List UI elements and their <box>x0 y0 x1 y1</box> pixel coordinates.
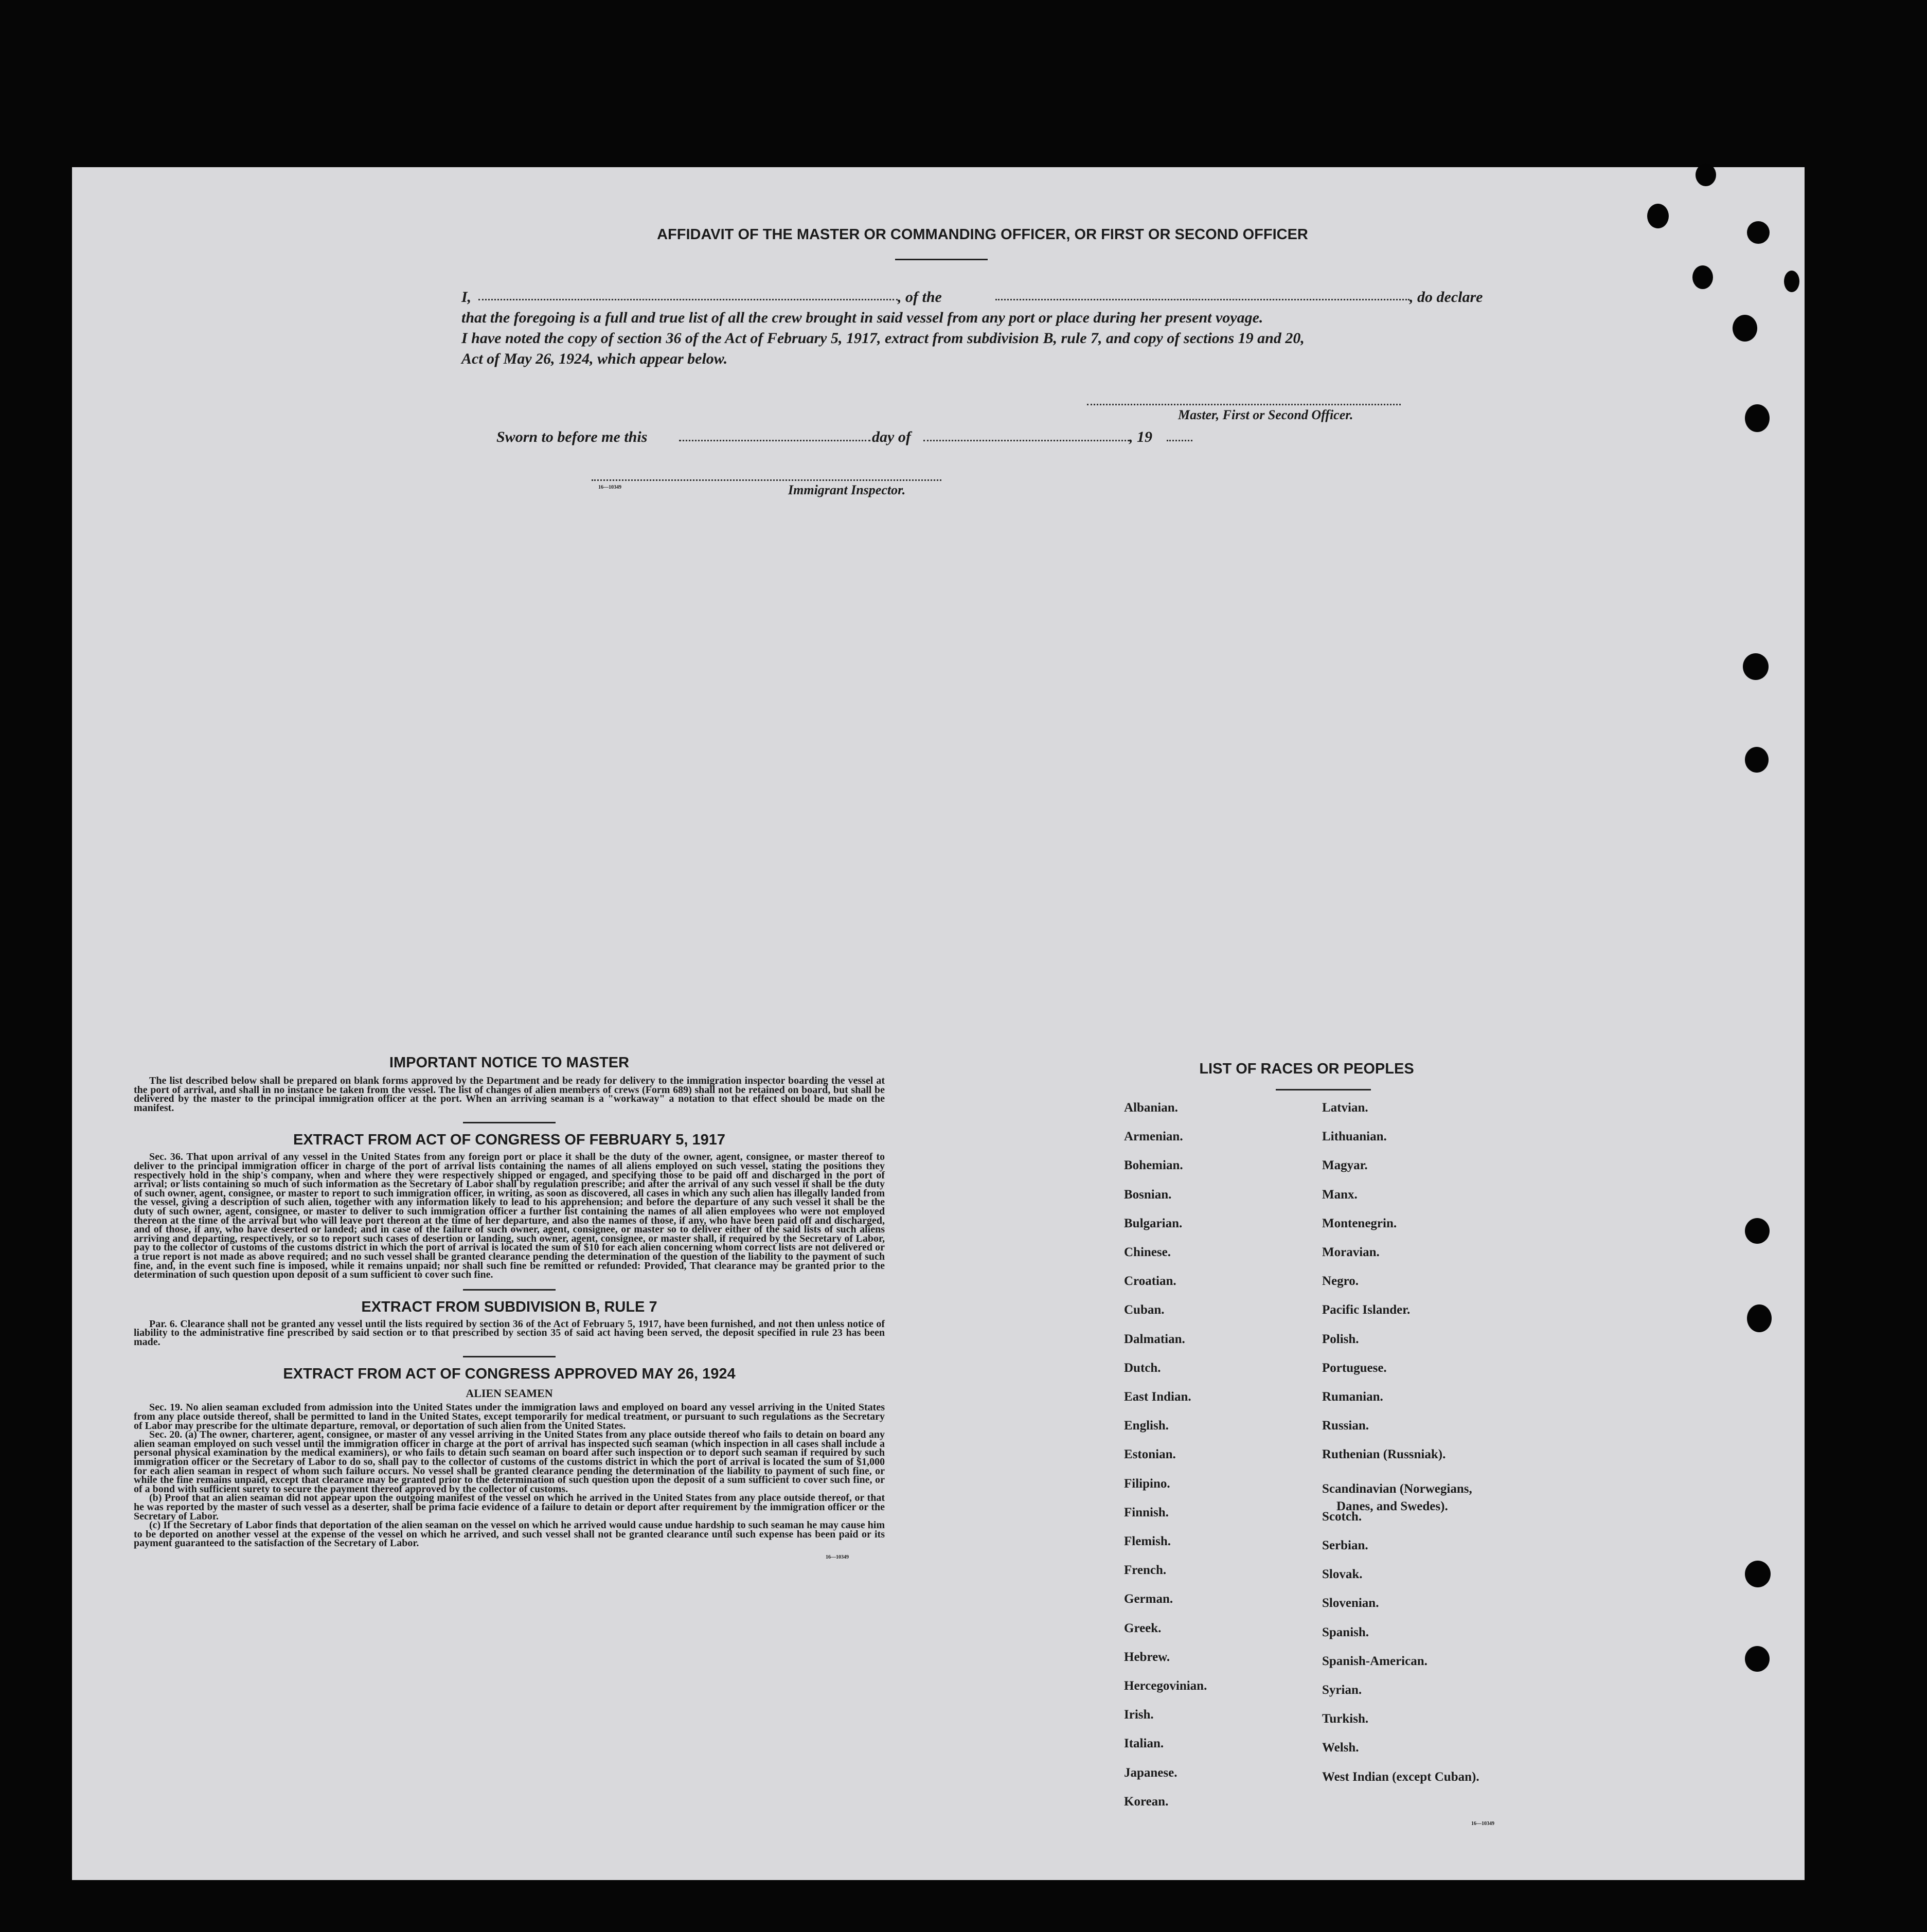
race-item: Korean. <box>1124 1794 1169 1809</box>
sworn-text-a: Sworn to before me this <box>496 428 648 445</box>
race-item: East Indian. <box>1124 1390 1191 1404</box>
races-form-number: 16—10349 <box>1471 1821 1494 1827</box>
race-item: Italian. <box>1124 1737 1164 1751</box>
affidavit-line1-a: I, <box>461 289 472 306</box>
sec-20b-text: (b) Proof that an alien seaman did not appear upon the outgoing manifest of the vessel on which he arrived in the United States from any place outside thereof, or that he was reported by the master of such vessel as a deserter, shall be prima facie evidence of a failure to detain or deport after requirement by the immigration officer or the Secretary of Labor. <box>134 1492 885 1522</box>
extract-form-number: 16—10349 <box>826 1554 849 1560</box>
name-blank <box>478 299 898 300</box>
races-title: LIST OF RACES OR PEOPLES <box>1199 1061 1414 1077</box>
race-item: Rumanian. <box>1322 1390 1383 1404</box>
race-item: French. <box>1124 1563 1167 1578</box>
master-label: Master, First or Second Officer. <box>1178 407 1353 422</box>
extract-1917-text: Sec. 36. That upon arrival of any vessel in the United States from any foreign port or place it shall be the duty of the owner, agent, consignee, or master thereof to deliver to the principal immigration officer in charge of the port of arrival lists containing the names of all aliens employed on such vessel, stating the positions they respectively hold in the ship's company, when and where they were respectively shipped or engaged, and specifying those to be paid off and discharged in the port of arrival; or lists containing so much of such information as the Secretary of Labor shall by regulation prescribe; and after the arrival of any such vessel it shall be the duty of such owner, agent, consignee, or master to report to such immigration officer, in writing, as soon as discovered, all cases in which any such alien has illegally landed from the vessel, giving a description of such alien, together with any information likely to lead to his apprehension; and before the departure of any such vessel it shall be the duty of such owner, agent, consignee, or master to deliver to such immigration officer a further list containing the names of all alien employees who were not employed thereon at the time of the arrival but who will leave port thereon at the time of her departure, and also the names of those, if any, who have been paid off and discharged, and of those, if any, who have deserted or landed; and in case of the failure of such owner, agent, consignee, or master so to deliver either of the said lists of such aliens arriving and departing, respectively, or so to report such cases of desertion or landing, such owner, agent, consignee, or master shall, if required by the Secretary of Labor, pay to the collector of customs of the customs district in which the port of arrival is located the sum of $10 for each alien concerning whom correct lists are not delivered or a true report is not made as above required; and no such vessel shall be granted clearance pending the determination of the question of the liability to the payment of such fine, and, in the event such fine is imposed, while it remains unpaid; nor shall such fine be remitted or refunded: Provided, That clearance may be granted prior to the determination of such question upon deposit of a sum sufficient to cover such fine. <box>134 1151 885 1281</box>
affidavit-line1-c: , do declare <box>1409 289 1483 306</box>
punch-hole <box>1745 747 1769 773</box>
date-month-blank <box>923 440 1129 441</box>
punch-hole <box>1745 1561 1771 1587</box>
extract-1924-text <box>134 1403 885 1548</box>
race-item: Armenian. <box>1124 1130 1183 1144</box>
notices-column <box>134 1054 885 1560</box>
punch-hole <box>1733 315 1757 342</box>
race-item: Scandinavian (Norwegians, <box>1322 1481 1472 1496</box>
extract-1917-title: EXTRACT FROM ACT OF CONGRESS OF FEBRUARY 5, 1917 <box>293 1132 726 1149</box>
punch-hole <box>1743 653 1769 680</box>
inspector-label: Immigrant Inspector. <box>788 482 906 497</box>
race-item: Russian. <box>1322 1419 1369 1433</box>
race-item: Magyar. <box>1322 1158 1368 1173</box>
affidavit-line1-b: , of the <box>898 289 942 306</box>
race-item: Hebrew. <box>1124 1650 1170 1664</box>
race-item: Serbian. <box>1322 1539 1368 1552</box>
race-item: Turkish. <box>1322 1712 1369 1726</box>
affidavit-line2: that the foregoing is a full and true list of all the crew brought in said vessel from any port or place during her present voyage. <box>461 309 1263 326</box>
punch-hole <box>1745 1218 1770 1244</box>
race-item: Chinese. <box>1124 1245 1171 1259</box>
notice-text: The list described below shall be prepared on blank forms approved by the Department and be ready for delivery to the immigration inspector boarding the vessel at the port of arrival, and shall in no instance be taken from the vessel. The list of changes of alien members of crews (Form 689) shall not be retained on board, but shall be delivered by the master to the principal immigration officer at the port. When an arriving seaman is a "workaway" a notation to that effect should be made on the manifest. <box>134 1075 885 1114</box>
race-item: Pacific Islander. <box>1322 1303 1411 1317</box>
race-item: Slovenian. <box>1322 1596 1379 1611</box>
race-item: English. <box>1124 1419 1169 1433</box>
rule-7-text: Par. 6. Clearance shall not be granted any vessel until the lists required by section 36 of the Act of February 5, 1917, have been furnished, and not then unless notice of liability to the administrative fine prescribed by said section or to that prescribed by section 35 of said act having been served, the deposit specified in rule 23 has been made. <box>134 1318 885 1348</box>
race-item: Estonian. <box>1124 1447 1176 1462</box>
extract-1924-title: EXTRACT FROM ACT OF CONGRESS APPROVED MAY 26, 1924 <box>283 1366 736 1383</box>
race-item: German. <box>1124 1592 1173 1606</box>
sec-20c-text: (c) If the Secretary of Labor finds that deportation of the alien seaman on the vessel on which he arrived would cause undue hardship to such seaman he may cause him to be deported on another vessel at the expense of the vessel on which he arrived, and such vessel shall not be granted clearance until such expense has been paid or its payment guaranteed to the satisfaction of the Secretary of Labor. <box>134 1519 885 1549</box>
punch-hole <box>1747 1304 1772 1332</box>
rule-7-title: EXTRACT FROM SUBDIVISION B, RULE 7 <box>361 1298 657 1315</box>
race-item: Spanish. <box>1322 1625 1369 1639</box>
race-item: Portuguese. <box>1322 1361 1387 1375</box>
race-item: Dutch. <box>1124 1361 1161 1375</box>
race-item: West Indian (except Cuban). <box>1322 1769 1479 1784</box>
race-item: Cuban. <box>1124 1303 1165 1317</box>
race-item: Bosnian. <box>1124 1187 1172 1202</box>
race-item: Montenegrin. <box>1322 1216 1397 1230</box>
race-item: Polish. <box>1322 1332 1359 1346</box>
race-item: Ruthenian (Russniak). <box>1322 1447 1446 1462</box>
affidavit-title: AFFIDAVIT OF THE MASTER OR COMMANDING OFFICER, OR FIRST OR SECOND OFFICER <box>657 226 1308 243</box>
alien-seamen-subtitle: ALIEN SEAMEN <box>466 1387 553 1400</box>
race-item: Hercegovinian. <box>1124 1679 1207 1693</box>
punch-hole <box>1745 1646 1770 1672</box>
punch-hole <box>1647 204 1669 228</box>
race-item: Albanian. <box>1124 1101 1178 1115</box>
race-item: Manx. <box>1322 1187 1358 1202</box>
race-item: Lithuanian. <box>1322 1130 1387 1144</box>
punch-hole <box>1696 164 1716 186</box>
punch-hole <box>1747 221 1770 244</box>
date-day-blank <box>679 440 870 441</box>
punch-hole <box>1745 404 1770 432</box>
race-item: Bulgarian. <box>1124 1216 1183 1230</box>
race-item: Irish. <box>1124 1708 1154 1722</box>
date-year-blank <box>1167 440 1192 441</box>
sworn-text-c: , 19 <box>1129 428 1152 445</box>
race-item: Scotch. <box>1322 1509 1362 1524</box>
race-item: Finnish. <box>1124 1505 1169 1519</box>
race-item: Spanish-American. <box>1322 1654 1428 1668</box>
race-item: Filipino. <box>1124 1476 1170 1491</box>
race-item: Bohemian. <box>1124 1158 1183 1173</box>
race-item: Latvian. <box>1322 1101 1368 1115</box>
sec-19-text: Sec. 19. No alien seaman excluded from admission into the United States under the immigration laws and employed on board any vessel arriving in the United States from any place outside thereof, shall be permitted to land in the United States, except temporarily for medical treatment, or pursuant to such regulations as the Secretary of Labor may prescribe for the ultimate departure, removal, or deportation of such alien from the United States. <box>134 1402 885 1432</box>
race-item: Negro. <box>1322 1274 1359 1289</box>
title-divider <box>895 259 988 260</box>
race-item: Slovak. <box>1322 1567 1363 1582</box>
races-divider <box>1276 1089 1371 1090</box>
affidavit-line4: Act of May 26, 1924, which appear below. <box>461 350 728 367</box>
race-item: Greek. <box>1124 1621 1162 1635</box>
race-item: Flemish. <box>1124 1534 1171 1548</box>
section-divider <box>463 1289 556 1291</box>
punch-hole <box>1692 265 1713 289</box>
race-item: Dalmatian. <box>1124 1332 1185 1346</box>
race-item: Syrian. <box>1322 1683 1362 1697</box>
form-number: 16—10349 <box>598 485 621 490</box>
vessel-blank <box>995 299 1409 300</box>
race-item: Croatian. <box>1124 1274 1176 1289</box>
section-divider <box>463 1122 556 1123</box>
race-item: Danes, and Swedes). <box>1336 1499 1448 1513</box>
sworn-text-b: day of <box>872 428 911 445</box>
race-item: Moravian. <box>1322 1245 1380 1259</box>
race-item: Japanese. <box>1124 1765 1177 1780</box>
document-sheet <box>72 167 1805 1880</box>
race-item: Welsh. <box>1322 1741 1359 1755</box>
affidavit-line3: I have noted the copy of section 36 of the Act of February 5, 1917, extract from subdivision B, rule 7, and copy of sections 19 and 20, <box>461 330 1305 347</box>
punch-hole <box>1784 271 1799 292</box>
section-divider <box>463 1356 556 1357</box>
notice-title: IMPORTANT NOTICE TO MASTER <box>389 1054 630 1071</box>
sec-20a-text: Sec. 20. (a) The owner, charterer, agent, consignee, or master of any vessel arriving in the United States from any place outside thereof who fails to detain on board any alien seaman employed on such vessel until the immigration officer in charge at the port of arrival has inspected such seaman (which inspection in all cases shall include a personal physical examination by the medical examiners), or who fails to detain such seaman on board after such inspection or to deport such seaman if required by such immigration officer or the Secretary of Labor to do so, shall pay to the collector of customs of the customs district in which the port of arrival is located the sum of $1,000 for each alien seaman in respect of whom such failure occurs. No vessel shall be granted clearance pending the determination of the liability to payment of such fine, or while the fine remains unpaid, except that clearance may be granted prior to the determination of such question upon the deposit of a sum sufficient to cover such fine, or of a bond with sufficient surety to secure the payment thereof approved by the collector of customs. <box>134 1429 885 1495</box>
